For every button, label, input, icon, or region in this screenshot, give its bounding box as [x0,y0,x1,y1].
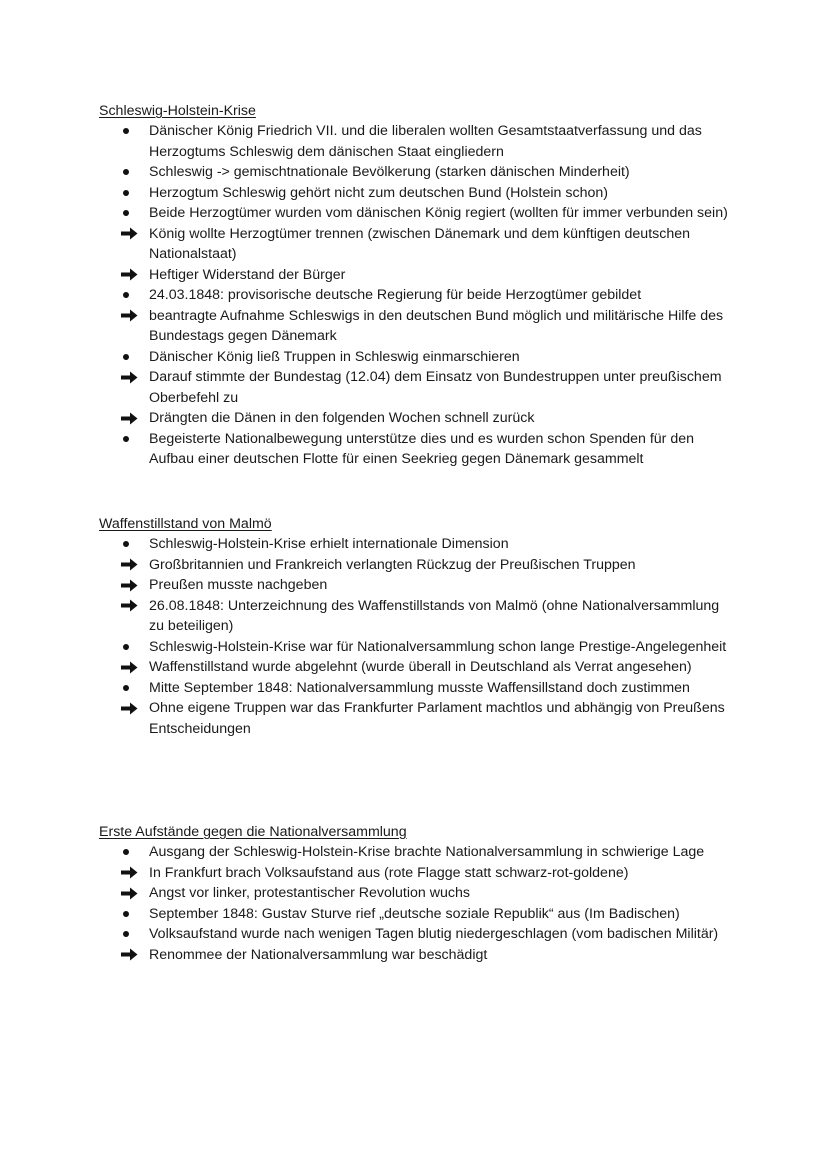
bullet-list-item [99,162,729,183]
bullet-list-item [99,429,729,470]
list-item-text: Großbritannien und Frankreich verlangten Rückzug der Preußischen Truppen [149,556,636,573]
arrow-list-item [99,863,729,884]
right-arrow-icon [121,367,141,388]
bullet-dot-icon [121,904,141,925]
bullet-list-item [99,924,729,945]
right-arrow-icon [121,306,141,327]
bullet-dot-icon [121,285,141,306]
bullet-dot-icon [121,162,141,183]
bullet-dot-icon [121,347,141,368]
bullet-dot-icon [121,121,141,142]
list-item-text: Begeisterte Nationalbewegung unterstütze dies und es wurden schon Spenden für den Aufbau einer deutschen Flotte für einen Seekrieg gegen Dänemark gesammelt [149,430,695,467]
bullet-list-item [99,842,729,863]
section-erste-aufstaende [99,822,739,965]
arrow-list-item [99,408,729,429]
arrow-list-item [99,698,729,739]
list-item-text: Waffenstillstand wurde abgelehnt (wurde überall in Deutschland als Verrat angesehen) [149,659,692,675]
section-heading: Waffenstillstand von Malmö [99,516,272,532]
section-heading: Schleswig-Holstein-Krise [99,103,256,119]
bullet-dot-icon [121,429,141,450]
bullet-list-item [99,678,729,699]
list-item-text: 26.08.1848: Unterzeichnung des Waffenstillstands von Malmö (ohne Nationalversammlung zu beteiligen) [149,597,720,634]
bullet-dot-icon [121,534,141,555]
bullet-dot-icon [121,183,141,204]
section-schleswig-holstein-krise [99,101,739,470]
list-item-text: Dänischer König ließ Truppen in Schleswig einmarschieren [149,348,520,365]
bullet-dot-icon [121,842,141,863]
list-item-text: König wollte Herzogtümer trennen (zwischen Dänemark und dem künftigen deutschen Nationalstaat) [149,225,690,262]
bullet-dot-icon [121,203,141,224]
arrow-list-item [99,224,729,265]
list-item-text: Drängten die Dänen in den folgenden Wochen schnell zurück [149,410,535,426]
list-item-text: Volksaufstand wurde nach wenigen Tagen blutig niedergeschlagen (vom badischen Militär) [149,926,719,942]
list-item-text: Renommee der Nationalversammlung war beschädigt [149,946,488,963]
list-item-text: Preußen musste nachgeben [149,577,328,593]
list-item-text: Mitte September 1848: Nationalversammlung musste Waffensillstand doch zustimmen [149,679,690,696]
bullet-dot-icon [121,637,141,658]
list-item-text: beantragte Aufnahme Schleswigs in den deutschen Bund möglich und militärische Hilfe des Bundestags gegen Dänemark [149,307,724,344]
bullet-list-item [99,183,729,204]
bullet-list-item [99,203,729,224]
bullet-list-item [99,121,729,162]
bullet-list [99,842,739,965]
list-item-text: Ohne eigene Truppen war das Frankfurter Parlament machtlos und abhängig von Preußens Entscheidungen [149,700,725,737]
right-arrow-icon [121,596,141,617]
right-arrow-icon [121,408,141,429]
arrow-list-item [99,945,729,966]
right-arrow-icon [121,555,141,576]
arrow-list-item [99,367,729,408]
bullet-list-item [99,904,729,925]
list-item-text: Herzogtum Schleswig gehört nicht zum deutschen Bund (Holstein schon) [149,184,608,201]
arrow-list-item [99,555,729,576]
arrow-list-item [99,657,729,678]
arrow-list-item [99,596,729,637]
list-item-text: Dänischer König Friedrich VII. und die liberalen wollten Gesamtstaatverfassung und das Herzogtums Schleswig dem dänischen Staat eingliedern [149,123,702,160]
list-item-text: Ausgang der Schleswig-Holstein-Krise brachte Nationalversammlung in schwierige Lage [149,844,705,860]
bullet-list-item [99,347,729,368]
section-waffenstillstand-von-malmoe [99,514,739,739]
right-arrow-icon [121,657,141,678]
list-item-text: Schleswig-Holstein-Krise war für Nationalversammlung schon lange Prestige-Angelegenheit [149,638,727,655]
list-item-text: Schleswig -> gemischtnationale Bevölkerung (starken dänischen Minderheit) [149,164,630,180]
bullet-list [99,121,739,470]
list-item-text: In Frankfurt brach Volksaufstand aus (rote Flagge statt schwarz-rot-goldene) [149,864,629,881]
right-arrow-icon [121,883,141,904]
right-arrow-icon [121,863,141,884]
right-arrow-icon [121,698,141,719]
right-arrow-icon [121,945,141,966]
list-item-text: 24.03.1848: provisorische deutsche Regierung für beide Herzogtümer gebildet [149,287,642,303]
bullet-list-item [99,534,729,555]
right-arrow-icon [121,265,141,286]
bullet-dot-icon [121,678,141,699]
arrow-list-item [99,306,729,347]
list-item-text: Heftiger Widerstand der Bürger [149,266,346,283]
list-item-text: Darauf stimmte der Bundestag (12.04) dem Einsatz von Bundestruppen unter preußischem Oberbefehl zu [149,369,722,406]
list-item-text: Schleswig-Holstein-Krise erhielt internationale Dimension [149,536,509,552]
right-arrow-icon [121,575,141,596]
bullet-list [99,534,739,739]
list-item-text: September 1848: Gustav Sturve rief „deutsche soziale Republik“ aus (Im Badischen) [149,905,680,922]
section-heading: Erste Aufstände gegen die Nationalversammlung [99,824,407,840]
right-arrow-icon [121,224,141,245]
arrow-list-item [99,575,729,596]
arrow-list-item [99,883,729,904]
arrow-list-item [99,265,729,286]
bullet-list-item [99,285,729,306]
list-item-text: Angst vor linker, protestantischer Revolution wuchs [149,885,470,901]
bullet-dot-icon [121,924,141,945]
bullet-list-item [99,637,729,658]
list-item-text: Beide Herzogtümer wurden vom dänischen König regiert (wollten für immer verbunden sein) [149,205,728,221]
